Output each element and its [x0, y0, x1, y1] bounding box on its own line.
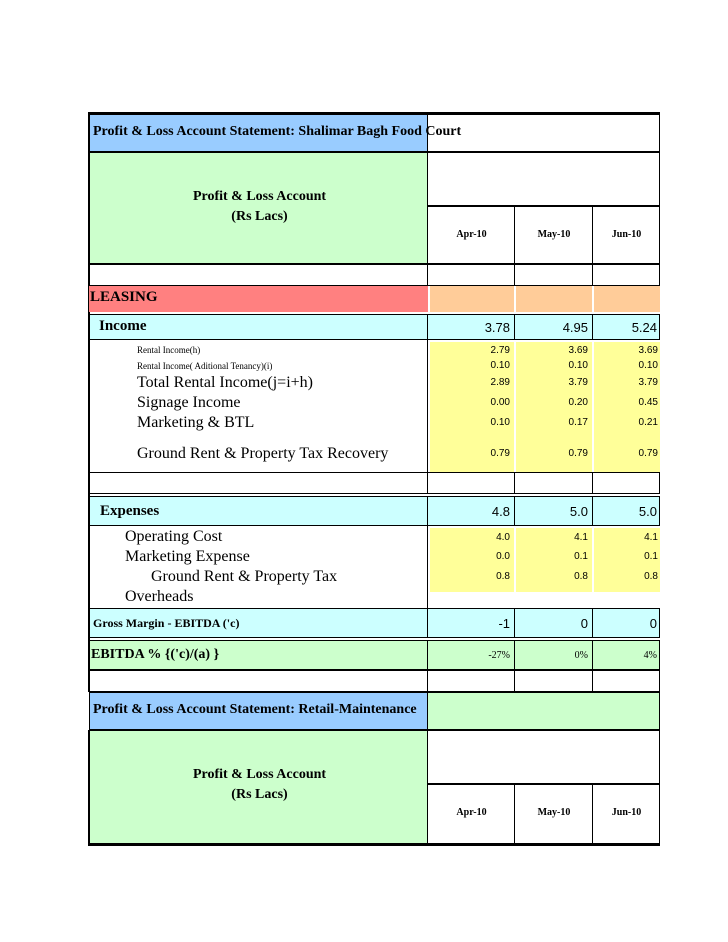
gross-margin-label: Gross Margin - EBITDA ('c) — [93, 616, 240, 630]
month-label: Jun-10 — [611, 807, 642, 818]
expenses-row — [89, 496, 428, 526]
pl-header-line2: (Rs Lacs) — [231, 787, 288, 802]
expense-item-value: 4.1 — [644, 532, 658, 543]
income-item-label: Marketing & BTL — [137, 414, 255, 431]
frame-bottom — [88, 844, 660, 846]
expense-item-label: Marketing Expense — [125, 548, 250, 565]
income-item-label: Rental Income( Aditional Tenancy)(i) — [137, 361, 273, 371]
expenses-value: 5.0 — [593, 496, 660, 526]
income-item-value: 0.17 — [568, 417, 588, 428]
expense-item-value: 0.8 — [496, 571, 510, 582]
expense-item-value: 0.8 — [644, 571, 658, 582]
income-item-value: 0.21 — [638, 417, 658, 428]
gross-margin-value: -1 — [428, 608, 515, 638]
ebitda-value: 0% — [515, 640, 593, 670]
income-detail-labels — [89, 340, 428, 472]
income-item-label: Ground Rent & Property Tax Recovery — [137, 445, 389, 462]
leasing-row — [89, 286, 428, 312]
income-item-value: 0.10 — [638, 360, 658, 371]
pl-header-cell — [89, 152, 428, 264]
gap-cell — [515, 472, 593, 494]
expense-item-label: Overheads — [125, 588, 194, 605]
leasing-cell — [594, 286, 660, 312]
spacer-cell — [428, 264, 515, 286]
month-col-1 — [428, 784, 515, 844]
gross-margin-value: 0 — [515, 608, 593, 638]
pl-header-line1: Profit & Loss Account — [192, 189, 327, 204]
blank-row — [89, 670, 428, 692]
expense-item-value: 4.1 — [574, 532, 588, 543]
income-item-value: 0.79 — [490, 448, 510, 459]
spacer-cell — [515, 264, 593, 286]
income-item-value: 3.79 — [568, 377, 588, 388]
month-col-2 — [515, 784, 593, 844]
month-label: May-10 — [537, 807, 571, 818]
income-item-label: Rental Income(h) — [137, 345, 201, 355]
income-item-value: 0.45 — [638, 397, 658, 408]
income-item-value: 0.79 — [638, 448, 658, 459]
month-label: Jun-10 — [611, 229, 642, 240]
spacer-cell — [593, 264, 660, 286]
expense-item-value: 4.0 — [496, 532, 510, 543]
month-label: May-10 — [537, 229, 571, 240]
income-item-value: 0.10 — [490, 417, 510, 428]
statement-title: Profit & Loss Account Statement: Shalimar Bagh Food Court — [93, 124, 462, 139]
expense-item-label: Operating Cost — [125, 528, 223, 545]
ebitda-row — [89, 640, 428, 670]
gap-cell — [593, 472, 660, 494]
expense-item-value: 0.1 — [644, 551, 658, 562]
blank-cell — [593, 670, 660, 692]
income-item-label: Signage Income — [137, 394, 241, 411]
ebitda-value: -27% — [428, 640, 515, 670]
gross-margin-row — [89, 608, 428, 638]
expenses-value: 5.0 — [515, 496, 593, 526]
expense-detail-labels — [89, 526, 428, 608]
income-label: Income — [99, 318, 147, 334]
income-item-value: 2.89 — [490, 377, 510, 388]
income-value: 3.78 — [428, 314, 515, 340]
income-value: 5.24 — [593, 314, 660, 340]
month-label: Apr-10 — [456, 807, 487, 818]
leasing-cell — [430, 286, 514, 312]
month-col-3 — [593, 206, 660, 264]
header-top-right — [428, 730, 660, 784]
leasing-label: LEASING — [90, 289, 158, 305]
ebitda-label: EBITDA % {('c)/(a) } — [91, 647, 220, 662]
pl-header-line2: (Rs Lacs) — [231, 209, 288, 224]
month-col-1 — [428, 206, 515, 264]
gross-margin-value: 0 — [593, 608, 660, 638]
income-row — [89, 314, 428, 340]
expenses-label: Expenses — [100, 503, 160, 519]
expense-item-value: 0.8 — [574, 571, 588, 582]
income-item-value: 0.10 — [490, 360, 510, 371]
title-right-cell — [428, 114, 660, 152]
expense-item-value: 0.0 — [496, 551, 510, 562]
income-value: 4.95 — [515, 314, 593, 340]
statement-title: Profit & Loss Account Statement: Retail-Maintenance — [93, 702, 417, 717]
expenses-value: 4.8 — [428, 496, 515, 526]
gap-cell — [428, 472, 515, 494]
pl-header-cell — [89, 730, 428, 844]
blank-cell — [515, 670, 593, 692]
income-item-value: 3.69 — [638, 345, 658, 356]
month-label: Apr-10 — [456, 229, 487, 240]
blank-cell — [428, 670, 515, 692]
income-item-label: Total Rental Income(j=i+h) — [137, 374, 313, 391]
spacer-row — [89, 264, 428, 286]
gap-row — [89, 472, 428, 494]
month-col-3 — [593, 784, 660, 844]
month-col-2 — [515, 206, 593, 264]
header-top-right — [428, 152, 660, 206]
income-item-value: 2.79 — [490, 345, 510, 356]
income-item-value: 3.79 — [638, 377, 658, 388]
ebitda-value: 4% — [593, 640, 660, 670]
income-item-value: 0.10 — [568, 360, 588, 371]
income-item-value: 0.00 — [490, 397, 510, 408]
leasing-cell — [516, 286, 592, 312]
pl-header-line1: Profit & Loss Account — [192, 767, 327, 782]
income-item-value: 0.20 — [568, 397, 588, 408]
expense-item-label: Ground Rent & Property Tax — [151, 568, 338, 585]
income-item-value: 3.69 — [568, 345, 588, 356]
expense-item-value: 0.1 — [574, 551, 588, 562]
income-item-value: 0.79 — [568, 448, 588, 459]
